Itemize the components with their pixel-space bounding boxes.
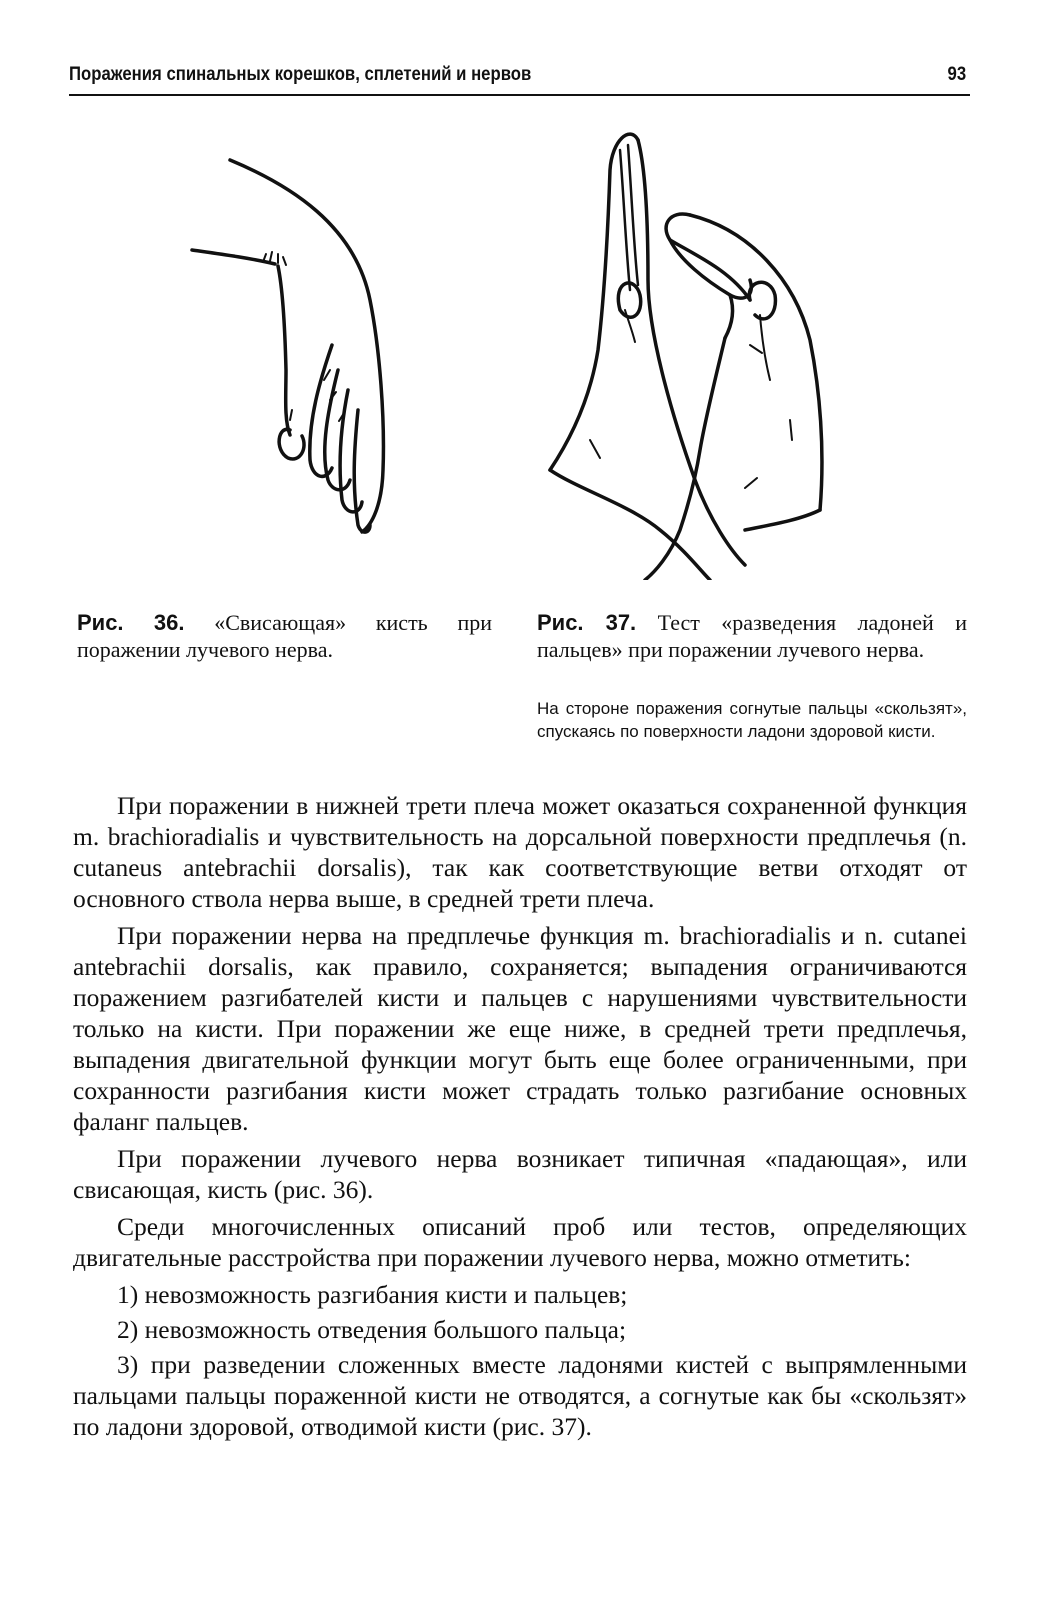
list-item: 1) невозможность разгибания кисти и пальцев; — [117, 1280, 628, 1309]
figure-37-note: На стороне поражения согнутые пальцы «скользят», спускаясь по поверхности ладони здоровой кисти. — [537, 699, 967, 741]
list-item: 3) при разведении сложенных вместе ладонями кистей с выпрямленными пальцами пальцы пораженной кисти не отводятся, а согнутые как бы «скользят» по ладони здоровой, отводимой кисти (рис. 37). — [73, 1350, 967, 1441]
body-text — [73, 790, 967, 1446]
figure-37-label: Рис. 37. — [537, 610, 637, 635]
figure-37-caption — [537, 609, 967, 663]
list-item: 2) невозможность отведения большого пальца; — [117, 1315, 627, 1344]
running-header — [69, 60, 970, 96]
paragraph: Среди многочисленных описаний проб или тестов, определяющих двигательные расстройства при поражении лучевого нерва, можно отметить: — [73, 1212, 967, 1272]
header-title: Поражения спинальных корешков, сплетений и нервов — [69, 64, 532, 85]
figure-36-caption-text: «Свисающая» кисть при поражении лучевого нерва. — [77, 610, 492, 662]
figure-36-drooping-hand — [180, 130, 420, 580]
paragraph: При поражении в нижней трети плеча может оказаться сохраненной функция m. brachioradialis и чувствительность на дорсальной поверхности предплечья (n. cutaneus antebrachii dorsalis), так как соответствующие ветви отходят от основного ствола нерва выше, в средней трети плеча. — [73, 791, 967, 913]
figure-37-caption-text: Тест «разведения ладоней и пальцев» при поражении лучевого нерва. — [537, 610, 967, 662]
figure-36-caption — [77, 609, 492, 663]
page-number: 93 — [947, 64, 966, 85]
figure-36-label: Рис. 36. — [77, 610, 185, 635]
figure-37-palms-test — [520, 110, 850, 580]
paragraph: При поражении лучевого нерва возникает типичная «падающая», или свисающая, кисть (рис. 36). — [73, 1144, 967, 1204]
paragraph: При поражении нерва на предплечье функция m. brachioradialis и n. cutanei antebrachii dorsalis, как правило, сохраняется; выпадения ограничиваются поражением разгибателей кисти и пальцев с нарушениями чувствительности только на кисти. При поражении же еще ниже, в средней трети предплечья, выпадения двигательной функции могут быть еще более ограниченными, при сохранности разгибания кисти может страдать только разгибание основных фаланг пальцев. — [73, 921, 967, 1136]
test-list — [73, 1279, 967, 1442]
